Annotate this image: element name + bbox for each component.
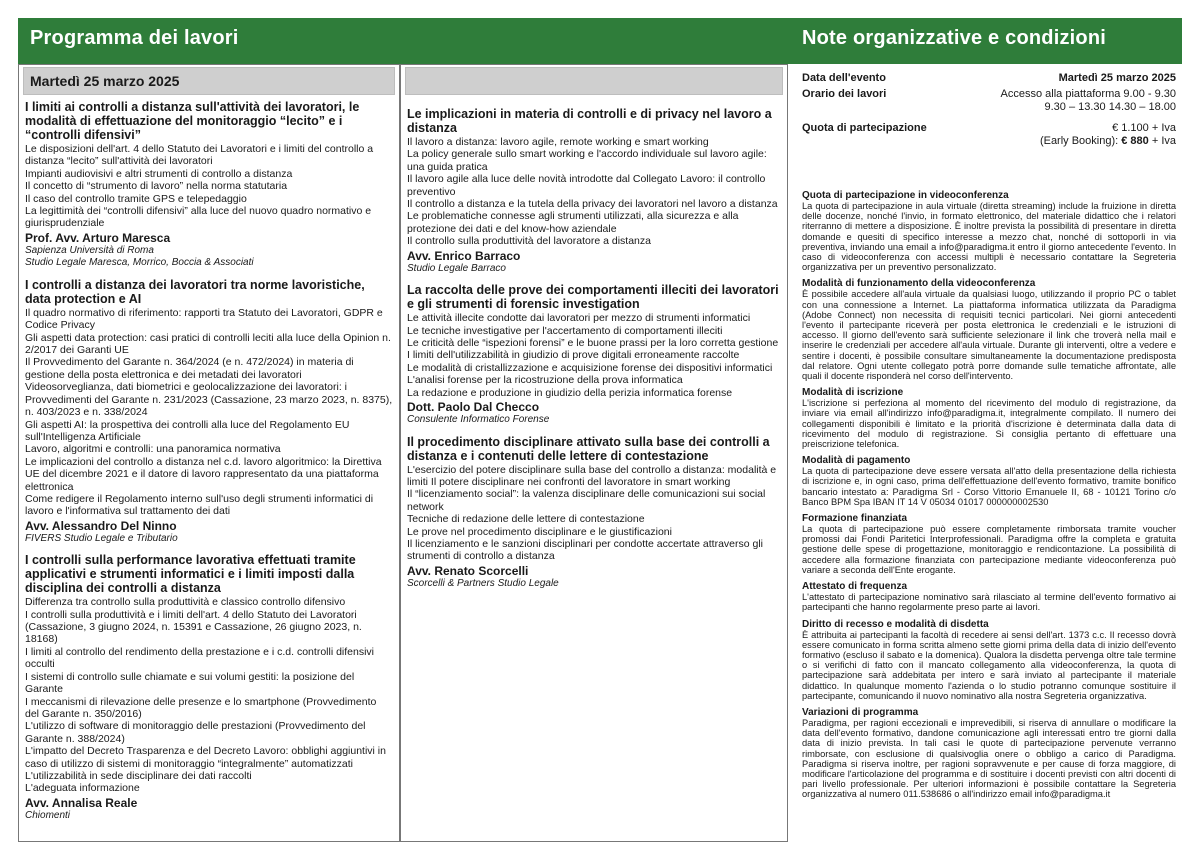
note-section	[802, 190, 1176, 272]
session-speaker: Prof. Avv. Arturo Maresca	[25, 230, 171, 245]
session-topic: Il caso del controllo tramite GPS e telepedaggio	[25, 192, 247, 205]
notes-title: Note organizzative e condizioni	[802, 27, 1107, 49]
event-hours-value: Accesso alla piattaforma 9.00 - 9.30 9.30 – 13.30 14.30 – 18.00	[1000, 88, 1176, 113]
event-fee-row	[802, 122, 1176, 148]
program-column-2	[400, 64, 788, 842]
session	[407, 283, 781, 426]
session-topic: Il controllo sulla produttività del lavoratore a distanza	[407, 235, 651, 248]
session-topic: Il quadro normativo di riferimento: rapporti tra Statuto dei Lavoratori, GDPR e Codice Privacy	[25, 306, 383, 332]
session	[407, 435, 781, 591]
session-topic: Impianti audiovisivi e altri strumenti di controllo a distanza	[25, 167, 293, 180]
note-section	[802, 581, 1176, 612]
note-section	[802, 278, 1176, 381]
session-topic: Gli aspetti data protection: casi pratici di controlli leciti alla luce della Opinion n. 2/2017 dei Garanti UE	[25, 331, 391, 357]
event-fee-value: € 1.100 + Iva (Early Booking): € 880 + Iva	[1039, 122, 1176, 147]
session-title: Le implicazioni in materia di controlli e di privacy nel lavoro a distanza	[407, 107, 772, 135]
note-text: La quota di partecipazione in aula virtuale (diretta streaming) include la fruizione in diretta delle docenze, nonché l'invio, in formato elettronico, del materiale didattico che i relatori riterranno di mettere a disposizione. È inoltre prevista la possibilità di presentare in diretta domande e quesiti di specifico interesse a mezzo chat, nonché di sottoporli in via preventiva, inviando una email a info@paradigma.it entro il giorno antecedente l'evento. In caso di videoconferenza con accessi multipli è necessario contattare la Segreteria organizzativa per un preventivo personalizzato.	[802, 201, 1176, 273]
session-topic: Il “licenziamento social”: la valenza disciplinare delle comunicazioni sui social network	[407, 488, 766, 513]
session-topic: Le attività illecite condotte dai lavoratori per mezzo di strumenti informatici	[407, 312, 751, 325]
session-topic: Gli aspetti AI: la prospettiva dei controlli alla luce del Regolamento EU sull'Intelligenza Artificiale	[25, 418, 350, 443]
sessions-list-2	[401, 107, 787, 590]
speaker-affiliation: Scorcelli & Partners Studio Legale	[407, 577, 559, 589]
notes-list	[802, 190, 1176, 800]
note-title: Modalità di iscrizione	[802, 387, 904, 399]
session-topic: Il lavoro a distanza: lavoro agile, remote working e smart working	[407, 136, 709, 148]
speaker-affiliation: Consulente Informatico Forense	[407, 414, 550, 425]
speaker-affiliation: Studio Legale Barraco	[407, 262, 506, 274]
event-hours-label: Orario dei lavori	[802, 88, 887, 100]
note-section	[802, 513, 1176, 575]
session-title: La raccolta delle prove dei comportamenti illeciti dei lavoratori e gli strumenti di forensic investigation	[407, 283, 779, 312]
event-date-label: Data dell'evento	[802, 72, 886, 84]
session-title: I limiti ai controlli a distanza sull'attività dei lavoratori, le modalità di effettuazione del monitoraggio “lecito” e i “controlli difensivi”	[25, 100, 360, 142]
session-topic: Le prove nel procedimento disciplinare e le giustificazioni	[407, 525, 672, 538]
note-text: È attribuita ai partecipanti la facoltà di recedere ai sensi dell'art. 1373 c.c. Il recesso dovrà essere comunicato in forma scritta almeno sette giorni prima della data di inizio dell'evento formativo (escluso il sabato e la domenica). Qualora la disdetta pervenga oltre tale termine o si verifichi di fatto con il mancato collegamento alla videoconferenza, la quota di partecipazione sarà addebitata per intero e sarà inviato al partecipante il materiale didattico. In qualunque momento l'azienda o lo studio potranno comunque sostituire il partecipante, comunicando il nuovo nominativo alla nostra Segreteria organizzativa.	[802, 629, 1176, 701]
note-title: Modalità di pagamento	[802, 455, 911, 467]
note-section	[802, 619, 1176, 701]
session-topic: Lavoro, algoritmi e controlli: una panoramica normativa	[25, 443, 281, 456]
program-title: Programma dei lavori	[30, 27, 239, 49]
session-speaker: Avv. Enrico Barraco	[407, 248, 521, 263]
session-topic: L'adeguata informazione	[25, 782, 140, 795]
session-topic: I limiti al controllo del rendimento della prestazione e i c.d. controlli difensivi occulti	[25, 645, 375, 671]
session-topic: Le problematiche connesse agli strumenti utilizzati, alla sicurezza e alla protezione dei dati e del know-how aziendale	[407, 210, 739, 235]
session-topic: Il concetto di “strumento di lavoro” nella norma statutaria	[25, 180, 288, 193]
note-text: L'attestato di partecipazione nominativo sarà rilasciato al termine dell'evento formativo ai partecipanti che hanno regolarmente preso parte ai lavori.	[802, 592, 1176, 613]
session-topic: I controlli sulla produttività e i limiti dell'art. 4 dello Statuto dei Lavoratori (Cassazione, 3 giugno 2024, n. 15391 e Cassazione, 26 giugno 2023, n. 18168)	[25, 608, 362, 646]
session-topic: Il lavoro agile alla luce delle novità introdotte dal Collegato Lavoro: il controllo preventivo	[407, 173, 766, 198]
session-speaker: Avv. Annalisa Reale	[25, 795, 138, 810]
session-topic: Le implicazioni del controllo a distanza nel c.d. lavoro algoritmico: la Direttiva UE del dicembre 2021 e il datore di lavoro rappresentato da una piattaforma elettronica	[25, 455, 382, 493]
speaker-affiliation: Sapienza Università di Roma	[25, 244, 154, 256]
session-title: Il procedimento disciplinare attivato sulla base dei controlli a distanza e i contenuti delle lettere di contestazione	[407, 434, 770, 463]
event-date-value: Martedì 25 marzo 2025	[1058, 72, 1176, 84]
note-section	[802, 707, 1176, 800]
header-bar	[18, 18, 1182, 64]
session-topic: La legittimità dei “controlli difensivi” alla luce del nuovo quadro normativo e giurisprudenziale	[25, 205, 372, 230]
note-section	[802, 455, 1176, 507]
day-band: Martedì 25 marzo 2025	[23, 67, 395, 95]
note-text: La quota di partecipazione può essere completamente rimborsata tramite voucher promossi dai Fondi Paritetici Interprofessionali. Paradigma offre la completa e gratuita gestione delle spese di progettazione, monitoraggio e rendicontazione. La possibilità di accedere alla formazione finanziata con partecipazione mediante videoconferenza può variare a seconda dell'Ente erogante.	[802, 524, 1176, 575]
speaker-affiliation: FIVERS Studio Legale e Tributario	[25, 532, 178, 544]
session	[25, 100, 393, 270]
session-topic: I sistemi di controllo sulle chiamate e sui volumi gestiti: la posizione del Garante	[25, 670, 355, 696]
notes-column	[788, 64, 1182, 842]
session-topic: L'esercizio del potere disciplinare sulla base del controllo a distanza: modalità e limiti Il potere disciplinare nei confronti del lavoratore in smart working	[407, 463, 777, 488]
event-hours-row	[802, 88, 1176, 114]
session-speaker: Dott. Paolo Dal Checco	[407, 400, 540, 414]
session-topic: Le tecniche investigative per l'accertamento di comportamenti illeciti	[407, 324, 723, 337]
session-title: I controlli sulla performance lavorativa effettuati tramite applicativi e strumenti informatici e i limiti imposti dalla disciplina dei controlli a distanza	[25, 553, 356, 596]
speaker-affiliation: Chiomenti	[25, 809, 71, 821]
session	[407, 107, 781, 275]
session-topic: Il licenziamento e le sanzioni disciplinari per condotte accertate attraverso gli strumenti di controllo a distanza	[407, 537, 764, 563]
event-info	[802, 72, 1176, 148]
session-topic: I meccanismi di rilevazione delle presenze e lo smartphone (Provvedimento del Garante n. 350/2016)	[25, 695, 377, 720]
note-text: Paradigma, per ragioni eccezionali e imprevedibili, si riserva di annullare o modificare la data dell'evento formativo, dandone comunicazione agli interessati entro tre giorni dalla data di inizio prevista. In tali casi le quote di partecipazione pervenute verranno rimborsate, con esclusione di qualsivoglia onere o obbligo a carico di Paradigma. Paradigma si riserva inoltre, per ragioni sopravvenute e per cause di forza maggiore, di modificare l'articolazione del programma e di sostituire i docenti previsti con altri docenti di pari livello professionale. Per ulteriori informazioni è possibile contattare la Segreteria organizzativa al numero 011.538686 o all'indirizzo email info@paradigma.it	[802, 717, 1176, 800]
note-text: L'iscrizione si perfeziona al momento del ricevimento del modulo di registrazione, da inviare via email all'indirizzo info@paradigma.it, integralmente compilato. Il numero dei collegamenti disponibili è limitato e la priorità d'iscrizione è determinata dalla data di ricevimento del modulo di registrazione. Si consiglia pertanto di effettuare una preiscrizione telefonica.	[802, 398, 1176, 450]
program-column-1	[18, 64, 400, 842]
session-topic: L'analisi forense per la ricostruzione della prova informatica	[407, 374, 683, 387]
note-title: Formazione finanziata	[802, 513, 908, 525]
session	[25, 278, 393, 545]
session-topic: L'utilizzo di software di monitoraggio delle prestazioni (Provvedimento del Garante n. 388/2024)	[25, 720, 366, 745]
session	[25, 553, 393, 822]
note-title: Diritto di recesso e modalità di disdetta	[802, 618, 989, 630]
note-title: Quota di partecipazione in videoconferenza	[802, 190, 1009, 201]
sessions-list-1	[19, 100, 399, 822]
session-topic: Il Provvedimento del Garante n. 364/2024 (e n. 472/2024) in materia di gestione della posta elettronica e dei metadati dei lavoratori	[25, 356, 354, 381]
session-topic: L'impatto del Decreto Trasparenza e del Decreto Lavoro: obblighi aggiuntivi in caso di utilizzo di sistemi di monitoraggio “integralmente” automatizzati	[25, 745, 386, 770]
session-topic: Tecniche di redazione delle lettere di contestazione	[407, 513, 645, 526]
note-text: La quota di partecipazione deve essere versata all'atto della presentazione della richiesta di iscrizione e, in ogni caso, prima dell'effettuazione dell'evento formativo, tramite bonifico bancario intestato a: Paradigma Srl - Corso Vittorio Emanuele II, 68 - 10121 Torino c/o Banco BPM Spa IBAN IT 14 V 05034 01017 000000002530	[802, 466, 1176, 507]
session-topic: Le criticità delle “ispezioni forensi” e le buone prassi per la loro corretta gestione	[407, 336, 779, 349]
session-topic: La policy generale sullo smart working e l'accordo individuale sul lavoro agile: una guida pratica	[407, 148, 767, 173]
note-section	[802, 387, 1176, 449]
session-topic: Come redigere il Regolamento interno sull'uso degli strumenti informatici di lavoro e l'informativa sul trattamento dei dati	[25, 492, 374, 518]
session-topic: Le disposizioni dell'art. 4 dello Statuto dei Lavoratori e i limiti del controllo a distanza “lecito” sull'attività dei lavoratori	[25, 143, 374, 168]
session-speaker: Avv. Renato Scorcelli	[407, 563, 529, 578]
note-title: Variazioni di programma	[802, 706, 919, 718]
day-band-empty	[405, 67, 783, 95]
note-title: Modalità di funzionamento della videoconferenza	[802, 278, 1036, 290]
session-topic: Le modalità di cristallizzazione e acquisizione forense dei dispositivi informatici	[407, 361, 773, 374]
session-speaker: Avv. Alessandro Del Ninno	[25, 518, 177, 533]
speaker-affiliation: Studio Legale Maresca, Morrico, Boccia & Associati	[25, 257, 254, 269]
session-topic: Videosorveglianza, dati biometrici e geolocalizzazione dei lavoratori: i Provvedimenti del Garante n. 231/2023 (Cassazione, 23 marzo 2023, n. 8375), n. 403/2023 e n. 338/2024	[25, 381, 393, 419]
session-title: I controlli a distanza dei lavoratori tra norme lavoristiche, data protection e AI	[25, 277, 365, 306]
session-topic: Il controllo a distanza e la tutela della privacy dei lavoratori nel lavoro a distanza	[407, 198, 778, 211]
note-text: È possibile accedere all'aula virtuale da qualsiasi luogo, utilizzando il proprio PC o tablet con una connessione a Internet. La piattaforma informatica utilizzata da Paradigma (Adobe Connect) non necessita di requisiti tecnici particolari. Nei giorni antecedenti l'evento il partecipante riceverà per posta elettronica le credenziali e le istruzioni di accesso. Il giorno dell'evento sarà sufficiente selezionare il link che troverà nella mail e inserire le credenziali per accedere all'aula virtuale. Durante gli interventi, oltre a vedere e sentire i docenti, è possibile consultare simultaneamente la documentazione predisposta dal relatore. Ogni utente collegato potrà porre domande sulle tematiche affrontate, alle quali il docente risponderà nel corso dell'intervento.	[802, 289, 1176, 382]
session-topic: L'utilizzabilità in sede disciplinare dei dati raccolti	[25, 769, 252, 782]
session-topic: Differenza tra controllo sulla produttività e classico controllo difensivo	[25, 596, 346, 609]
event-date-row	[802, 72, 1176, 85]
note-title: Attestato di frequenza	[802, 581, 908, 593]
session-topic: La redazione e produzione in giudizio della perizia informatica forense	[407, 386, 733, 399]
event-fee-label: Quota di partecipazione	[802, 122, 927, 134]
session-topic: I limiti dell'utilizzabilità in giudizio di prove digitali erroneamente raccolte	[407, 349, 740, 362]
